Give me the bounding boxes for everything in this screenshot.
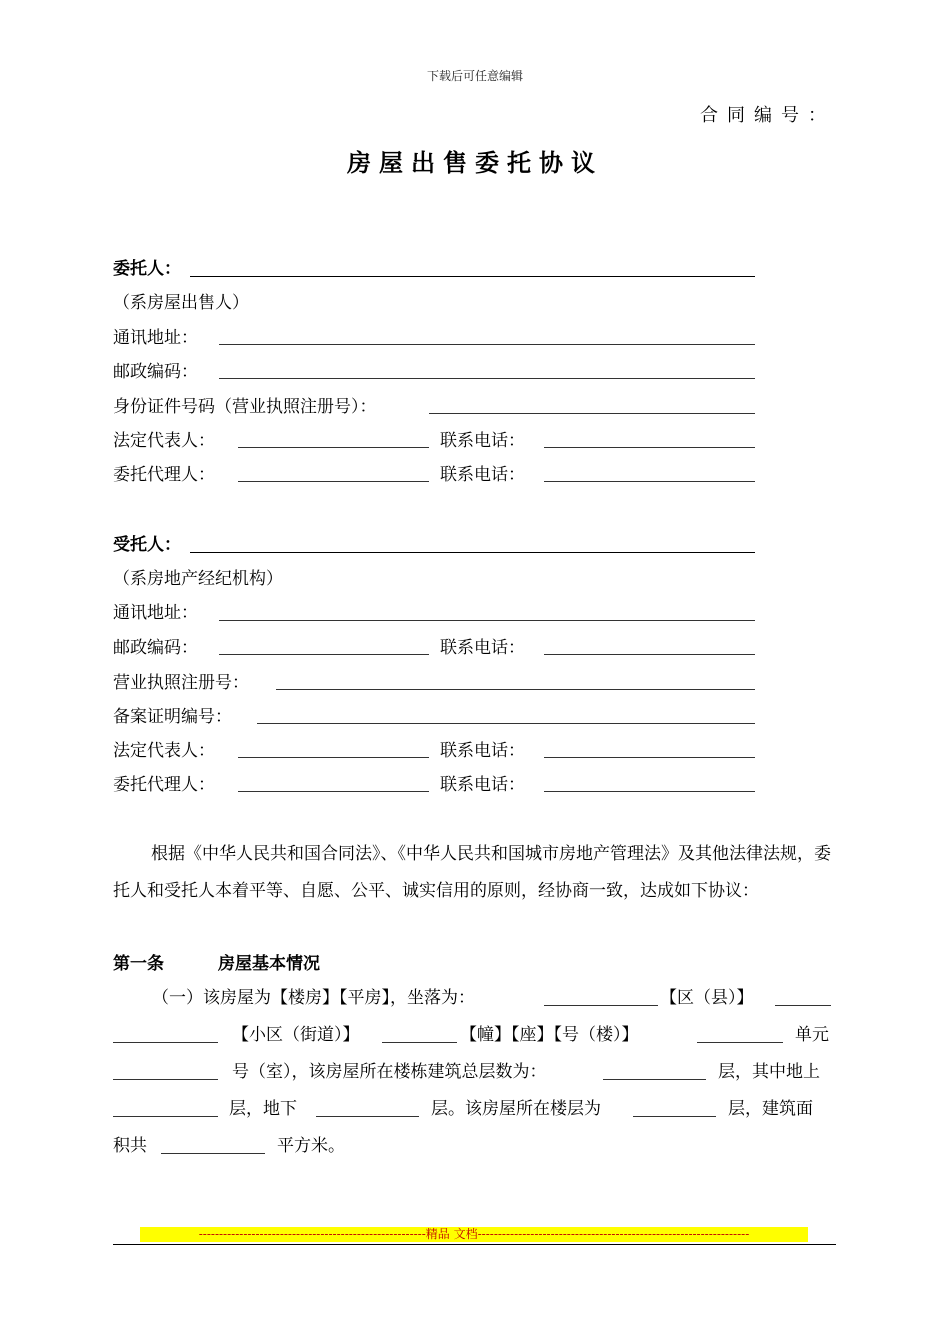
room-label: 号（室），该房屋所在楼栋建筑总层数为： <box>232 1062 547 1082</box>
trustee-agent-field[interactable] <box>238 791 429 792</box>
trustee-phone0-label: 联系电话： <box>440 638 525 658</box>
principal-phone1-label: 联系电话： <box>440 431 525 451</box>
total-floors-field[interactable] <box>603 1079 706 1080</box>
floor-field[interactable] <box>633 1116 716 1117</box>
district-field[interactable] <box>775 1005 831 1006</box>
principal-postcode-label: 邮政编码： <box>113 362 198 382</box>
trustee-license-field[interactable] <box>276 689 755 690</box>
unit-label: 单元 <box>795 1025 829 1045</box>
below-ground-field[interactable] <box>316 1116 419 1117</box>
trustee-address-label: 通讯地址： <box>113 603 198 623</box>
article1-line1-text: （一）该房屋为【楼房】【平房】，坐落为： <box>152 988 475 1008</box>
trustee-legal-rep-label: 法定代表人： <box>113 741 215 761</box>
principal-name-field[interactable] <box>190 276 755 277</box>
district-label: 【区（县）】 <box>660 988 754 1008</box>
principal-label: 委托人： <box>113 259 181 279</box>
trustee-record-field[interactable] <box>257 723 755 724</box>
location-field[interactable] <box>544 1005 658 1006</box>
document-title: 房屋出售委托协议 <box>347 148 603 177</box>
building-field[interactable] <box>697 1042 783 1043</box>
principal-id-label: 身份证件号码（营业执照注册号）： <box>113 397 377 417</box>
trustee-phone2-field[interactable] <box>544 791 755 792</box>
trustee-name-field[interactable] <box>190 552 755 553</box>
trustee-label: 受托人： <box>113 535 181 555</box>
principal-agent-field[interactable] <box>238 481 429 482</box>
area-unit-label: 平方米。 <box>277 1136 345 1156</box>
principal-address-label: 通讯地址： <box>113 328 198 348</box>
unit-field[interactable] <box>113 1079 218 1080</box>
trustee-phone1-field[interactable] <box>544 757 755 758</box>
trustee-record-label: 备案证明编号： <box>113 707 232 727</box>
header-note: 下载后可任意编辑 <box>426 69 523 83</box>
building-label: 【幢】【座】【号（楼）】 <box>460 1025 639 1045</box>
area-field[interactable] <box>161 1153 265 1154</box>
principal-legal-rep-label: 法定代表人： <box>113 431 215 451</box>
community-field[interactable] <box>382 1042 457 1043</box>
trustee-license-label: 营业执照注册号： <box>113 673 249 693</box>
trustee-phone0-field[interactable] <box>544 654 755 655</box>
footer-rule <box>113 1244 836 1245</box>
trustee-legal-rep-field[interactable] <box>238 757 429 758</box>
principal-phone2-label: 联系电话： <box>440 465 525 485</box>
trustee-address-field[interactable] <box>219 620 755 621</box>
trustee-phone1-label: 联系电话： <box>440 741 525 761</box>
above-ground-field[interactable] <box>113 1116 218 1117</box>
area-label: 层，建筑面 <box>728 1099 813 1119</box>
district-field-cont[interactable] <box>113 1042 218 1043</box>
principal-phone2-field[interactable] <box>544 481 755 482</box>
community-label: 【小区（街道）】 <box>232 1025 360 1045</box>
footer-highlight: --------------------------------------------------------精品 文档------------------------------------------------------------------- <box>140 1227 808 1242</box>
principal-address-field[interactable] <box>219 344 755 345</box>
article1-subheading: 房屋基本情况 <box>218 954 320 974</box>
area-label-cont: 积共 <box>113 1136 147 1156</box>
trustee-postcode-field[interactable] <box>219 654 429 655</box>
principal-phone1-field[interactable] <box>544 447 755 448</box>
trustee-agent-label: 委托代理人： <box>113 775 215 795</box>
principal-role: （系房屋出售人） <box>113 293 249 313</box>
above-ground-label: 层，其中地上 <box>718 1062 820 1082</box>
contract-number-label: 合同编号： <box>700 105 835 126</box>
trustee-role: （系房地产经纪机构） <box>113 569 283 589</box>
floor-label: 层。该房屋所在楼层为 <box>431 1099 601 1119</box>
article1-heading: 第一条 <box>113 954 164 974</box>
principal-legal-rep-field[interactable] <box>238 447 429 448</box>
principal-agent-label: 委托代理人： <box>113 465 215 485</box>
below-ground-label: 层，地下 <box>229 1099 297 1119</box>
trustee-postcode-label: 邮政编码： <box>113 638 198 658</box>
principal-id-field[interactable] <box>429 413 755 414</box>
principal-postcode-field[interactable] <box>219 378 755 379</box>
intro-paragraph: 根据《中华人民共和国合同法》、《中华人民共和国城市房地产管理法》及其他法律法规，委托人和受托人本着平等、自愿、公平、诚实信用的原则，经协商一致，达成如下协议： <box>113 844 831 901</box>
trustee-phone2-label: 联系电话： <box>440 775 525 795</box>
